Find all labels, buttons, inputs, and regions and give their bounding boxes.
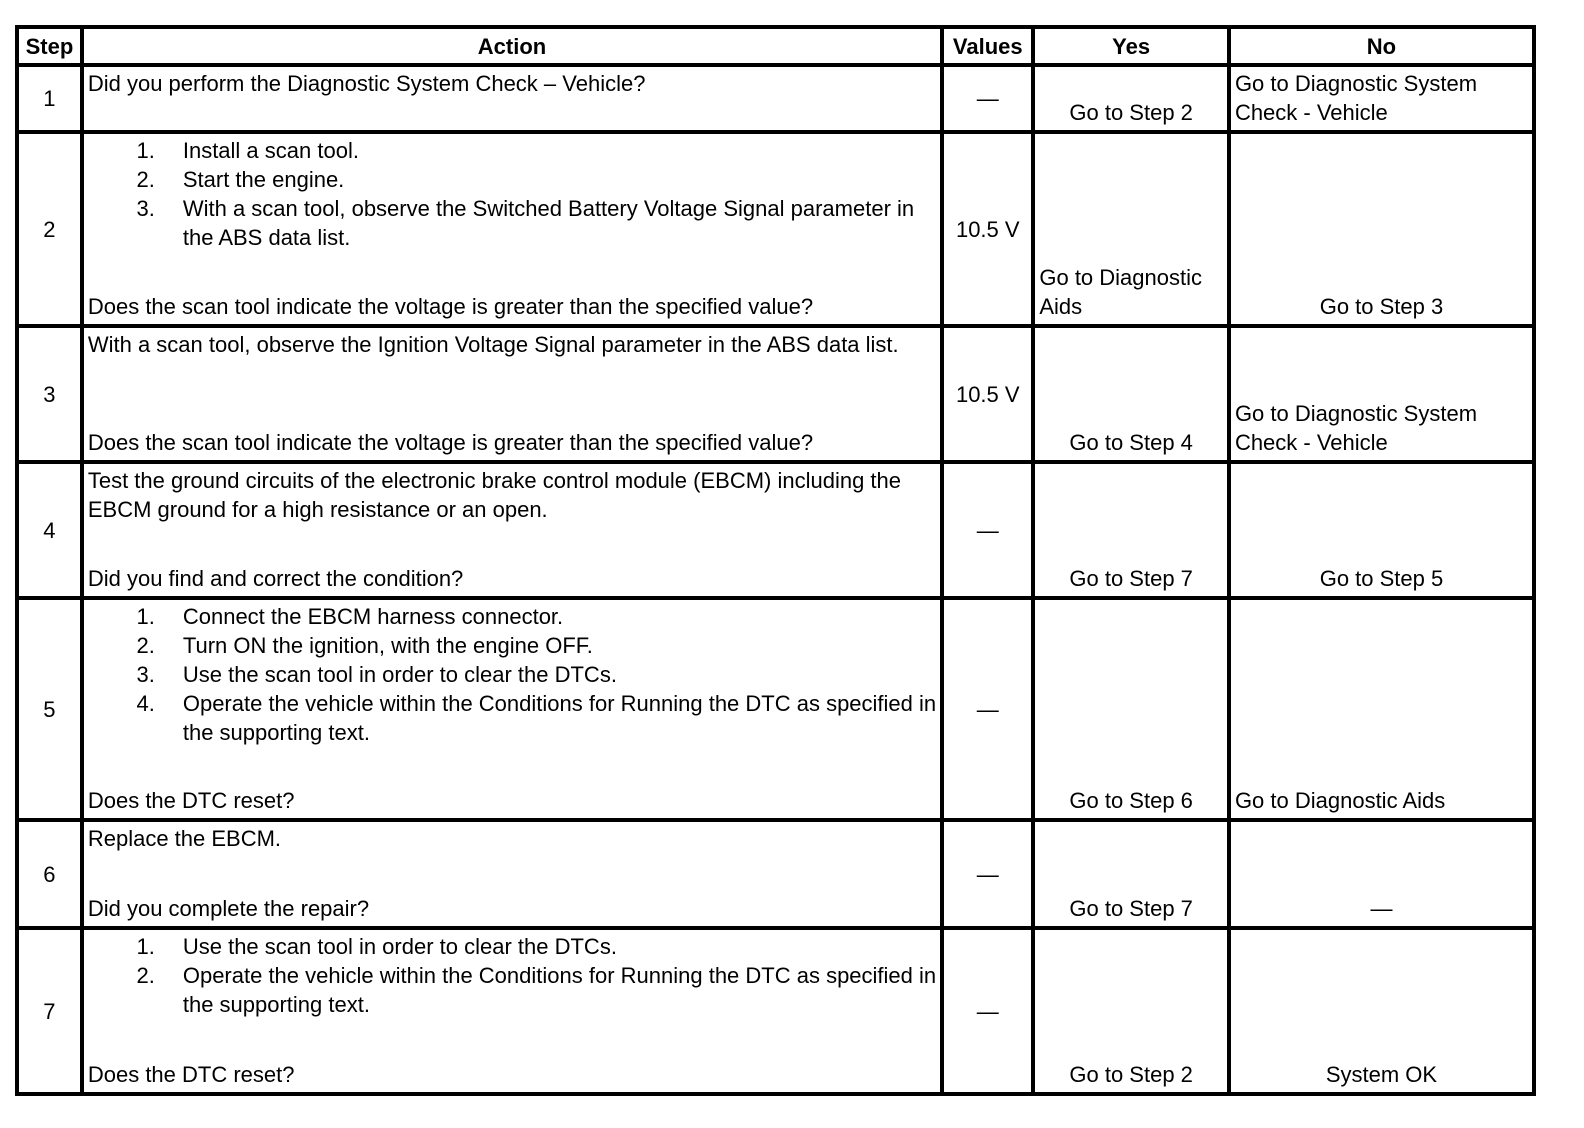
step-number: 1	[17, 65, 82, 132]
step-number: 6	[17, 820, 82, 928]
no-cell	[1229, 598, 1534, 820]
action-question: Did you complete the repair?	[87, 896, 370, 921]
list-item: 1. Install a scan tool.	[136, 138, 359, 163]
list-item: 1. Connect the EBCM harness connector.	[136, 604, 564, 629]
no-cell	[1229, 65, 1534, 132]
action-cell	[82, 462, 942, 598]
action-cell	[82, 598, 942, 820]
no-outcome: Go to Diagnostic Aids	[1234, 788, 1446, 813]
table-row	[17, 462, 1534, 598]
action-question: Did you find and correct the condition?	[87, 566, 464, 591]
yes-outcome: Go to Step 7	[1069, 566, 1193, 591]
no-outcome: —	[1370, 896, 1393, 921]
header-yes: Yes	[1033, 27, 1229, 65]
value-cell: —	[942, 928, 1033, 1094]
action-cell	[82, 326, 942, 462]
diagnostic-table	[15, 25, 1536, 1096]
step-number: 2	[17, 132, 82, 326]
no-cell	[1229, 326, 1534, 462]
yes-cell	[1033, 820, 1229, 928]
value-cell: 10.5 V	[942, 326, 1033, 462]
yes-outcome: Go to Step 7	[1069, 896, 1193, 921]
value-cell: —	[942, 820, 1033, 928]
yes-cell	[1033, 132, 1229, 326]
step-number: 5	[17, 598, 82, 820]
no-cell	[1229, 132, 1534, 326]
value-cell: —	[942, 598, 1033, 820]
no-outcome: System OK	[1325, 1062, 1438, 1087]
action-steps	[88, 136, 936, 252]
list-item: 2. Operate the vehicle within the Conditions for Running the DTC as specified in the supporting text.	[136, 963, 937, 1017]
header-no: No	[1229, 27, 1534, 65]
action-question: Does the DTC reset?	[87, 1062, 295, 1087]
list-item: 4. Operate the vehicle within the Conditions for Running the DTC as specified in the supporting text.	[136, 691, 937, 745]
no-outcome: Go to Step 5	[1319, 566, 1444, 591]
no-cell	[1229, 820, 1534, 928]
list-item: 2. Start the engine.	[136, 167, 345, 192]
list-item: 3. With a scan tool, observe the Switched Battery Voltage Signal parameter in the ABS data list.	[136, 196, 915, 250]
yes-outcome: Go to Step 4	[1069, 430, 1193, 455]
action-intro: With a scan tool, observe the Ignition Voltage Signal parameter in the ABS data list.	[87, 332, 899, 357]
value-cell: 10.5 V	[942, 132, 1033, 326]
yes-cell	[1033, 65, 1229, 132]
header-action: Action	[82, 27, 942, 65]
yes-cell	[1033, 462, 1229, 598]
table-row	[17, 65, 1534, 132]
yes-outcome: Go to Step 2	[1069, 1062, 1193, 1087]
no-outcome: Go to Step 3	[1319, 294, 1444, 319]
no-outcome: Go to Diagnostic System Check - Vehicle	[1234, 401, 1478, 455]
action-steps	[88, 932, 936, 1019]
table-row	[17, 132, 1534, 326]
table-row	[17, 820, 1534, 928]
list-item: 2. Turn ON the ignition, with the engine OFF.	[136, 633, 593, 658]
yes-outcome: Go to Diagnostic Aids	[1039, 265, 1202, 319]
table-row	[17, 928, 1534, 1094]
no-cell	[1229, 928, 1534, 1094]
step-number: 7	[17, 928, 82, 1094]
action-intro: Did you perform the Diagnostic System Check – Vehicle?	[87, 71, 646, 96]
action-steps	[88, 602, 936, 747]
action-intro: Test the ground circuits of the electronic brake control module (EBCM) including the EBCM ground for a high resistance or an open.	[87, 468, 902, 522]
value-cell: —	[942, 65, 1033, 132]
header-values: Values	[942, 27, 1033, 65]
yes-outcome: Go to Step 6	[1069, 788, 1193, 813]
no-outcome: Go to Diagnostic System Check - Vehicle	[1234, 71, 1478, 125]
action-cell	[82, 132, 942, 326]
action-question: Does the scan tool indicate the voltage is greater than the specified value?	[87, 294, 814, 319]
header-row	[17, 27, 1534, 65]
yes-outcome: Go to Step 2	[1069, 100, 1193, 125]
action-question: Does the scan tool indicate the voltage is greater than the specified value?	[87, 430, 814, 455]
action-question: Does the DTC reset?	[87, 788, 295, 813]
step-number: 3	[17, 326, 82, 462]
value-cell: —	[942, 462, 1033, 598]
list-item: 3. Use the scan tool in order to clear the DTCs.	[136, 662, 617, 687]
list-item: 1. Use the scan tool in order to clear the DTCs.	[136, 934, 617, 959]
action-cell	[82, 65, 942, 132]
yes-cell	[1033, 326, 1229, 462]
step-number: 4	[17, 462, 82, 598]
yes-cell	[1033, 598, 1229, 820]
table-row	[17, 598, 1534, 820]
table-row	[17, 326, 1534, 462]
no-cell	[1229, 462, 1534, 598]
action-intro: Replace the EBCM.	[87, 826, 282, 851]
action-cell	[82, 928, 942, 1094]
action-cell	[82, 820, 942, 928]
yes-cell	[1033, 928, 1229, 1094]
header-step: Step	[17, 27, 82, 65]
